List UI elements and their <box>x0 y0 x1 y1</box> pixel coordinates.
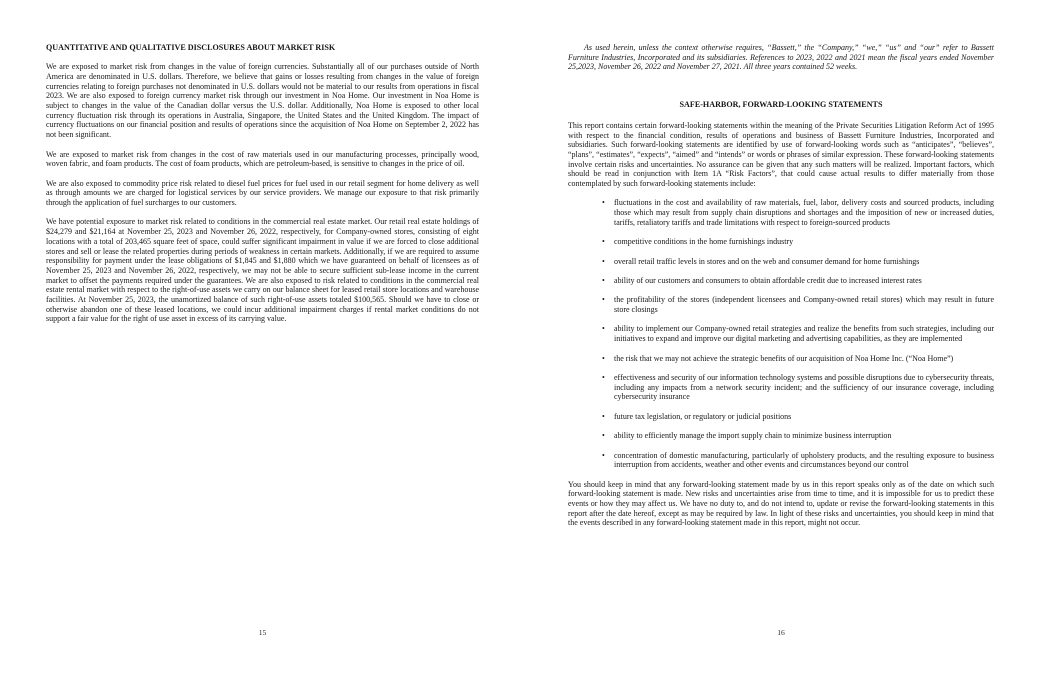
market-risk-paragraph-3: We are also exposed to commodity price risk related to diesel fuel prices for fuel used in our retail segment for home delivery as well as through amounts we are charged for logistical services by our service providers. We manage our exposure to that risk primarily through the application of fuel surcharges to our customers. <box>46 178 479 208</box>
bullet-text: the profitability of the stores (independent licensees and Company-owned retail stores) which may result in future store closings <box>614 295 994 315</box>
market-risk-paragraph-1: We are exposed to market risk from changes in the value of foreign currencies. Substantially all of our purchases outside of North America are denominated in U.S. dollars. Therefore, we believe that gains or losses resulting from changes in the value of foreign currencies relating to foreign purchases not denominated in U.S. dollars would not be material to our results from operations in fiscal 2023. We are also exposed to foreign currency market risk through our investment in Noa Home. Our investment in Noa Home is subject to changes in the value of the Canadian dollar versus the U.S. dollar. Additionally, Noa Home is exposed to other local currency fluctuation risk through its operations in Australia, Singapore, the United States and the United Kingdom. The impact of currency fluctuations on our financial position and results of operations since the acquisition of Noa Home on September 2, 2022 has not been significant. <box>46 62 479 140</box>
bullet-text: competitive conditions in the home furnishings industry <box>614 237 794 247</box>
bullet-text: overall retail traffic levels in stores and on the web and consumer demand for home furnishings <box>614 256 920 266</box>
bullet-icon: • <box>602 198 605 208</box>
list-item <box>568 324 994 343</box>
bullet-icon: • <box>602 353 605 363</box>
list-item <box>568 295 994 314</box>
bullet-icon: • <box>602 256 605 266</box>
list-item <box>568 354 994 364</box>
market-risk-heading: QUANTITATIVE AND QUALITATIVE DISCLOSURES ABOUT MARKET RISK <box>46 43 336 52</box>
bullet-icon: • <box>602 372 605 382</box>
list-item <box>568 198 994 227</box>
bullet-icon: • <box>602 237 605 247</box>
bullet-text: ability of our customers and consumers to obtain affordable credit due to increased interest rates <box>614 276 922 285</box>
safe-harbor-heading: SAFE-HARBOR, FORWARD-LOOKING STATEMENTS <box>679 100 883 110</box>
bullet-icon: • <box>602 276 605 285</box>
list-item <box>568 257 994 267</box>
list-item <box>568 276 994 286</box>
bullet-text: ability to implement our Company-owned retail strategies and realize the benefits from such strategies, including our initiatives to expand and improve our digital marketing and advertising capabilities, as they are implemented <box>614 324 994 344</box>
bullet-text: ability to efficiently manage the import supply chain to minimize business interruption <box>614 431 892 441</box>
bullet-icon: • <box>602 431 605 441</box>
bullet-text: concentration of domestic manufacturing, particularly of upholstery products, and the resulting exposure to business interruption from accidents, weather and other events and circumstances beyond our control <box>614 450 994 470</box>
bullet-text: the risk that we may not achieve the strategic benefits of our acquisition of Noa Home Inc. (“Noa Home”) <box>614 353 954 363</box>
market-risk-paragraph-4: We have potential exposure to market risk related to conditions in the commercial real estate market. Our retail real estate holdings of $24,279 and $21,164 at November 25, 2023 and November 26, 2022, respectively, for Company-owned stores, consisting of eight locations with a total of 203,465 square feet of space, could suffer significant impairment in value if we are forced to close additional stores and sell or lease the related properties during periods of weakness in certain markets. Additionally, if we are required to assume responsibility for payment under the lease obligations of $1,845 and $1,880 which we have guaranteed on behalf of licensees as of November 25, 2023 and November 26, 2022, respectively, we may not be able to secure sufficient sub-lease income in the current market to offset the payments required under the guarantees. We are also exposed to risk related to conditions in the commercial real estate rental market with respect to the right-of-use assets we carry on our balance sheet for leased retail store locations and warehouse facilities. At November 25, 2023, the unamortized balance of such right-of-use assets totaled $100,565. Should we have to close or otherwise abandon one of these leased locations, we could incur additional impairment charges if rental market conditions do not support a fair value for the right of use asset in excess of its carrying value. <box>46 217 479 324</box>
bullet-icon: • <box>602 450 605 460</box>
list-item <box>568 373 994 402</box>
list-item <box>568 237 994 247</box>
bullet-icon: • <box>602 295 605 305</box>
bullet-text: fluctuations in the cost and availability of raw materials, fuel, labor, delivery costs and sourced products, including those which may result from supply chain disruptions and shortages and the imposition of new or increased duties, tariffs, retaliatory tariffs and trade limitations with respect to foreign-sourced products <box>614 198 994 227</box>
bullet-icon: • <box>602 324 605 334</box>
list-item <box>568 431 994 441</box>
page-15 <box>46 43 479 324</box>
page-16 <box>568 43 994 528</box>
risk-factors-list <box>568 198 994 470</box>
list-item <box>568 412 994 422</box>
bullet-text: future tax legislation, or regulatory or judicial positions <box>614 411 792 421</box>
bullet-text: effectiveness and security of our information technology systems and possible disruptions due to cybersecurity threats, including any impacts from a network security incident; and the sufficiency of our insurance coverage, including cybersecurity insurance <box>614 372 994 402</box>
page-number-15: 15 <box>258 628 267 637</box>
market-risk-paragraph-2: We are exposed to market risk from changes in the cost of raw materials used in our manufacturing processes, principally wood, woven fabric, and foam products. The cost of foam products, which are petroleum-based, is sensitive to changes in the price of oil. <box>46 149 479 169</box>
safe-harbor-closing-paragraph: You should keep in mind that any forward-looking statement made by us in this report speaks only as of the date on which such forward-looking statement is made. New risks and uncertainties arise from time to time, and it is impossible for us to predict these events or how they may affect us. We have no duty to, and do not intend to, update or revise the forward-looking statements in this report after the date hereof, except as may be required by law. In light of these risks and uncertainties, you should keep in mind that the events described in any forward-looking statement made in this report, might not occur. <box>568 479 994 528</box>
safe-harbor-lead-paragraph: This report contains certain forward-looking statements within the meaning of the Private Securities Litigation Reform Act of 1995 with respect to the financial condition, results of operations and business of Bassett Furniture Industries, Incorporated and subsidiaries. Such forward-looking statements are identified by use of forward-looking words such as “anticipates”, “believes”, “plans”, “estimates”, “expects”, “aimed” and “intends” or words or phrases of similar expression. These forward-looking statements involve certain risks and uncertainties. No assurance can be given that any such matters will be realized. Important factors, which should be read in conjunction with Item 1A “Risk Factors”, that could cause actual results to differ materially from those contemplated by such forward-looking statements include: <box>568 120 994 189</box>
list-item <box>568 451 994 470</box>
page-number-16: 16 <box>777 628 785 637</box>
bullet-icon: • <box>602 411 605 421</box>
definitions-intro-paragraph: As used herein, unless the context otherwise requires, “Bassett,” the “Company,” “we,” “us” and “our” refer to Bassett Furniture Industries, Incorporated and its subsidiaries. References to 2023, 2022 and 2021 mean the fiscal years ended November 25,2023, November 26, 2022 and November 27, 2021. All three years contained 52 weeks. <box>568 43 994 72</box>
